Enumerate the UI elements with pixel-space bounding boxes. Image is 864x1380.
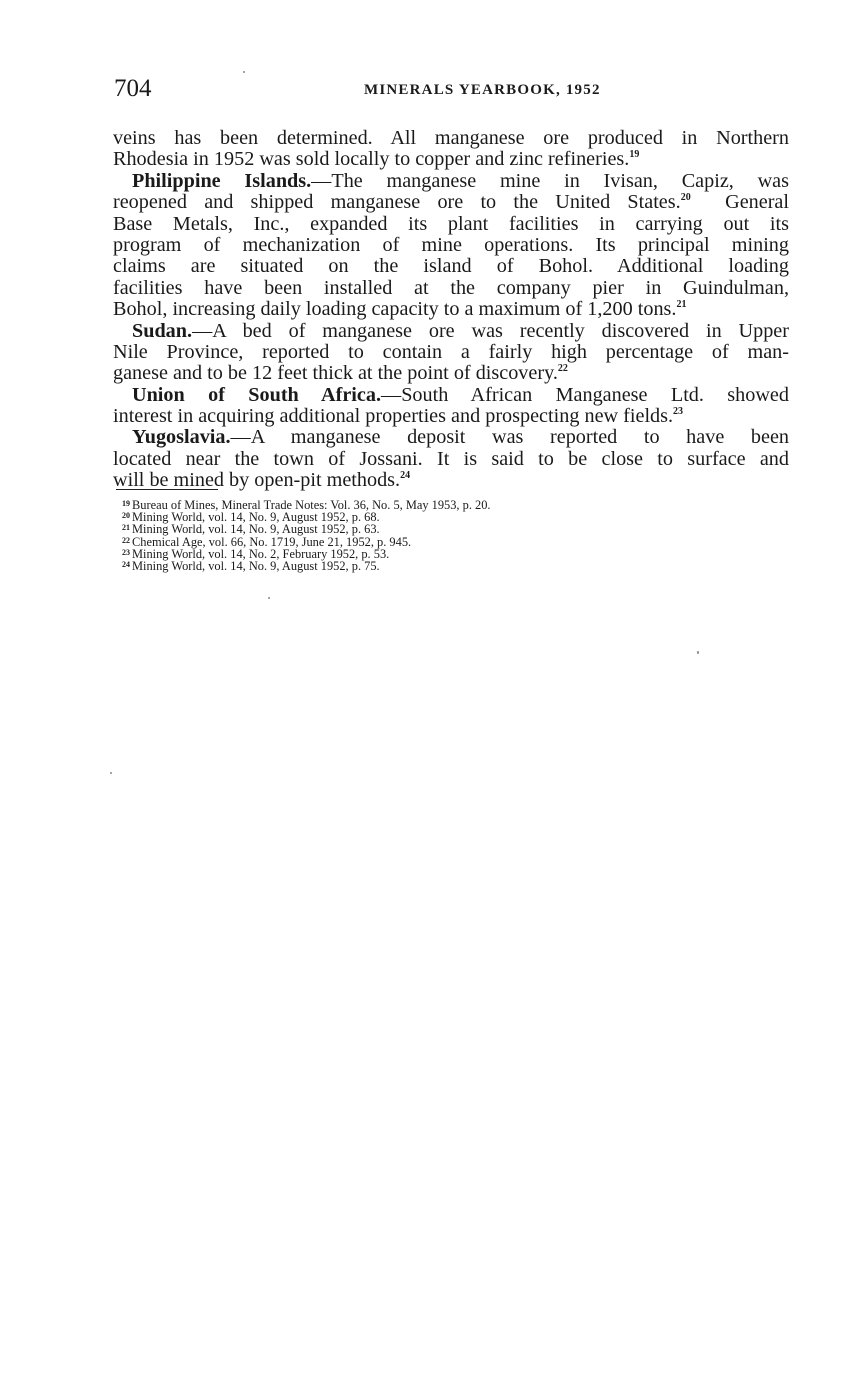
text-line	[113, 278, 789, 299]
running-head	[114, 74, 790, 104]
running-title: MINERALS YEARBOOK, 1952	[364, 82, 601, 98]
footnote-text: Mining World, vol. 14, No. 9, August 1952, p. 75.	[132, 558, 380, 573]
line-text: Nile Province, reported to contain a fairly high percentage of man-	[113, 340, 789, 363]
text-line	[113, 321, 789, 342]
page-number: 704	[114, 75, 152, 102]
footnote-mark: 23	[122, 547, 130, 557]
text-line	[113, 128, 789, 149]
text-line	[113, 149, 789, 170]
line-text: —A bed of manganese ore was recently discovered in Upper	[192, 319, 789, 342]
text-line	[113, 214, 789, 235]
text-line	[113, 256, 789, 277]
text-line	[113, 385, 789, 406]
line-text: ganese and to be 12 feet thick at the point of discovery.	[113, 362, 558, 385]
footnote-reference[interactable]: 24	[400, 470, 411, 482]
line-text: —The manganese mine in Ivisan, Capiz, was	[311, 169, 789, 192]
text-line	[113, 342, 789, 363]
footnote-reference[interactable]: 22	[557, 363, 568, 375]
section-heading: Sudan.	[132, 319, 193, 342]
line-text: facilities have been installed at the company pier in Guindulman,	[113, 276, 789, 299]
footnote-reference[interactable]: 23	[673, 406, 684, 418]
text-line	[113, 192, 789, 213]
footnote-mark: 21	[122, 523, 130, 533]
line-text: program of mechanization of mine operations. Its principal mining	[113, 233, 789, 256]
line-text: claims are situated on the island of Bohol. Additional loading	[113, 255, 789, 278]
footnote	[122, 560, 722, 572]
section-heading: Philippine Islands.	[132, 169, 312, 192]
footnote-mark: 22	[122, 535, 130, 545]
footnote-reference[interactable]: 19	[629, 149, 640, 161]
line-text: —South African Manganese Ltd. showed	[381, 383, 789, 406]
footnote-text: Chemical Age, vol. 66, No. 1719, June 21, 1952, p. 945.	[132, 534, 412, 549]
text-line	[113, 406, 789, 427]
line-text: will be mined by open-pit methods.	[113, 469, 401, 492]
footnote-reference[interactable]: 20	[680, 192, 691, 204]
text-line	[113, 427, 789, 448]
text-line	[113, 299, 789, 320]
text-line	[113, 235, 789, 256]
scan-speck	[110, 772, 112, 774]
line-text: reopened and shipped manganese ore to the United States.	[113, 191, 681, 214]
line-text: —A manganese deposit was reported to have been	[230, 426, 789, 449]
footnotes	[122, 499, 722, 572]
footnote-mark: 20	[122, 511, 130, 521]
section-heading: Yugoslavia.	[132, 426, 231, 449]
line-text-continued: General	[690, 191, 790, 214]
footnote-text: Bureau of Mines, Mineral Trade Notes: Vol. 36, No. 5, May 1953, p. 20.	[132, 498, 491, 512]
scan-speck	[697, 651, 699, 654]
line-text: located near the town of Jossani. It is said to be close to surface and	[113, 447, 789, 470]
line-text: Rhodesia in 1952 was sold locally to copper and zinc refineries.	[113, 148, 630, 171]
text-line	[113, 171, 789, 192]
text-line	[113, 449, 789, 470]
line-text: interest in acquiring additional properties and prospecting new fields.	[113, 405, 674, 428]
text-line	[113, 363, 789, 384]
footnote-text: Mining World, vol. 14, No. 9, August 1952, p. 68.	[132, 510, 380, 525]
line-text: Bohol, increasing daily loading capacity to a maximum of 1,200 tons.	[113, 298, 677, 321]
line-text: veins has been determined. All manganese ore produced in Northern	[113, 127, 789, 149]
scan-speck	[243, 71, 245, 73]
body-text	[113, 128, 789, 492]
footnote-text: Mining World, vol. 14, No. 2, February 1952, p. 53.	[132, 546, 390, 561]
footnote-reference[interactable]: 21	[676, 299, 687, 311]
footnote-rule	[116, 489, 218, 490]
line-text: Base Metals, Inc., expanded its plant facilities in carrying out its	[113, 212, 789, 235]
footnote-mark: 19	[122, 499, 130, 508]
section-heading: Union of South Africa.	[132, 383, 381, 406]
footnote-text: Mining World, vol. 14, No. 9, August 1952, p. 63.	[132, 522, 380, 537]
scan-speck	[268, 597, 270, 599]
footnote-mark: 24	[122, 559, 130, 569]
